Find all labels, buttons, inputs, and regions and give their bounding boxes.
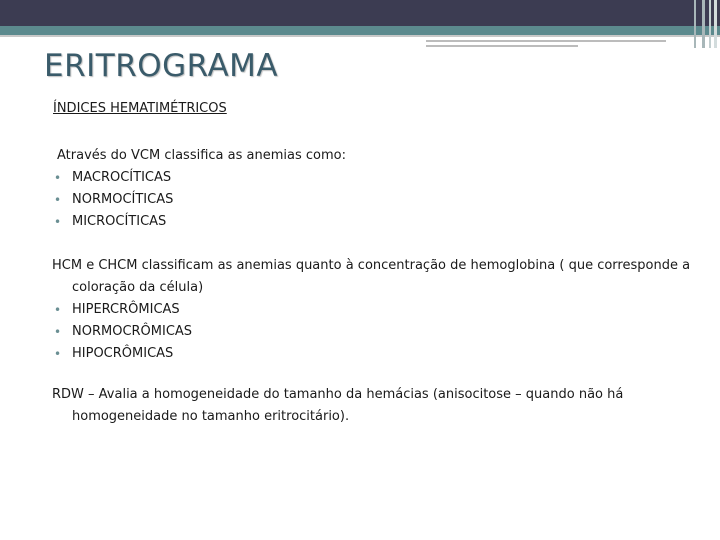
- list-item-label: HIPERCRÔMICAS: [72, 302, 180, 317]
- list-item: [52, 167, 692, 189]
- section-lead: HCM e CHCM classificam as anemias quanto à concentração de hemoglobina ( que corresponde a coloração da célula): [52, 258, 691, 295]
- bullet-list: [52, 299, 692, 365]
- bullet-icon: •: [54, 347, 62, 361]
- bullet-icon: •: [54, 215, 62, 229]
- slide-subtitle: ÍNDICES HEMATIMÉTRICOS: [53, 101, 227, 116]
- bullet-icon: •: [54, 193, 62, 207]
- accent-line: [426, 40, 666, 42]
- list-item-label: NORMOCRÔMICAS: [72, 324, 193, 339]
- section-text: RDW – Avalia a homogeneidade do tamanho da hemácias (anisocitose – quando não há homogeneidade no tamanho eritrocitário).: [52, 387, 624, 424]
- section-hcm-chcm: [52, 255, 692, 365]
- bullet-list: [52, 167, 692, 233]
- list-item-label: MICROCÍTICAS: [72, 214, 167, 229]
- list-item-label: NORMOCÍTICAS: [72, 192, 174, 207]
- list-item-label: MACROCÍTICAS: [72, 170, 172, 185]
- accent-bar: [714, 0, 717, 48]
- list-item: [52, 343, 692, 365]
- list-item: [52, 189, 692, 211]
- list-item-label: HIPOCRÔMICAS: [72, 346, 174, 361]
- list-item: [52, 211, 692, 233]
- top-divider-line: [0, 35, 720, 37]
- section-lead: Através do VCM classifica as anemias como:: [57, 148, 346, 163]
- top-band-dark: [0, 0, 720, 26]
- slide-title: ERITROGRAMA: [44, 48, 279, 84]
- accent-bar: [694, 0, 696, 48]
- accent-bar: [709, 0, 711, 48]
- section-rdw: [52, 384, 692, 428]
- top-band-teal: [0, 26, 720, 35]
- bullet-icon: •: [54, 325, 62, 339]
- list-item: [52, 321, 692, 343]
- bullet-icon: •: [54, 303, 62, 317]
- accent-bar: [702, 0, 705, 48]
- bullet-icon: •: [54, 171, 62, 185]
- list-item: [52, 299, 692, 321]
- accent-line: [426, 45, 578, 47]
- section-vcm: [52, 145, 692, 233]
